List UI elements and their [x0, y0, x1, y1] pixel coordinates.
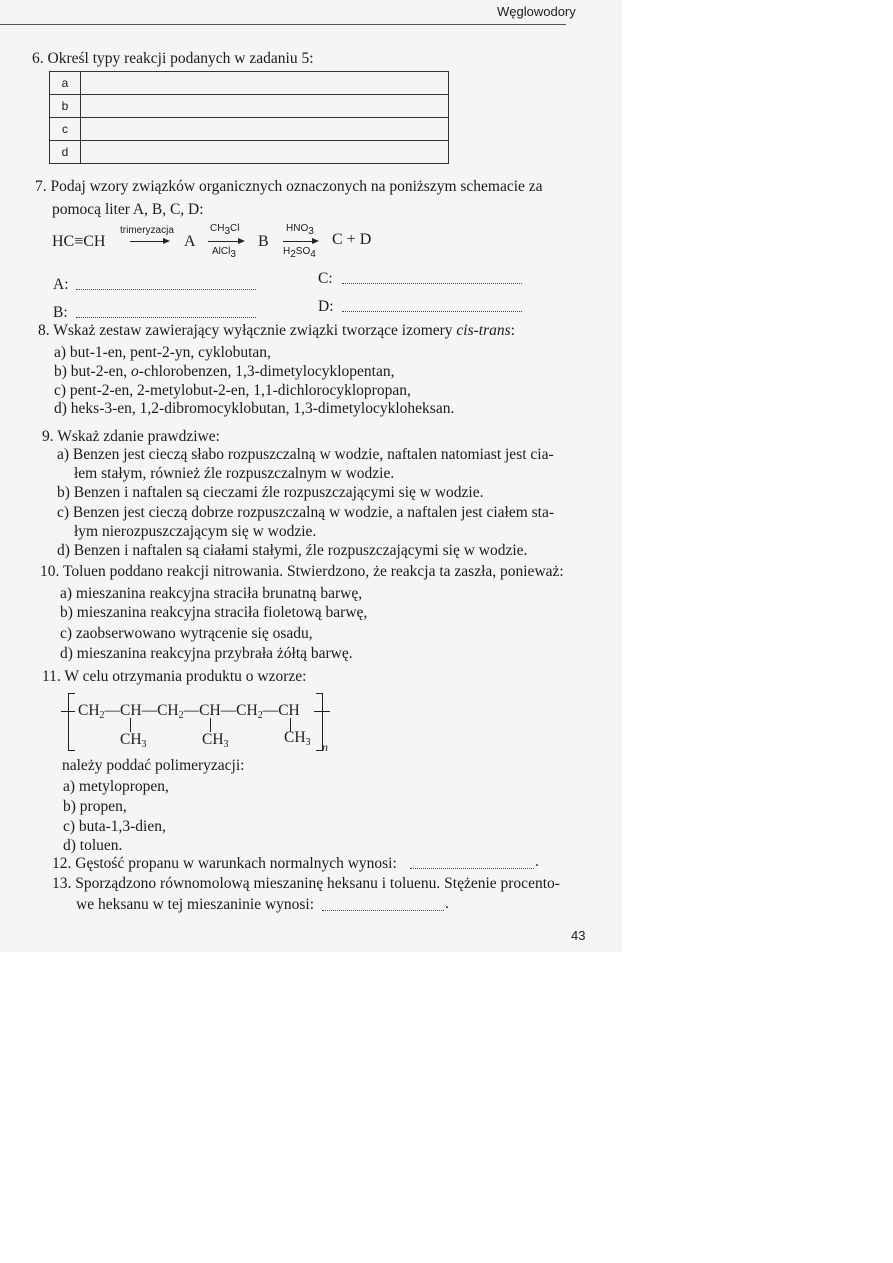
option-8b-italic: o	[131, 363, 139, 380]
answer-cell-a[interactable]	[81, 72, 449, 95]
answer-line-D[interactable]	[342, 294, 522, 312]
question-8-italic: cis-trans	[456, 322, 511, 339]
header-divider	[0, 24, 566, 25]
row-label-d: d	[50, 141, 81, 164]
question-8-text	[38, 322, 515, 340]
table-row	[50, 95, 449, 118]
answer-line-13[interactable]	[322, 893, 444, 911]
table-row	[50, 72, 449, 95]
question-12-text: 12. Gęstość propanu w warunkach normalnych wynosi:	[52, 855, 397, 872]
question-10-text: 10. Toluen poddano reakcji nitrowania. Stwierdzono, że reakcja ta zaszła, ponieważ:	[40, 563, 564, 580]
option-9c-line-2[interactable]: łym nierozpuszczającym się w wodzie.	[74, 523, 317, 540]
answer-label-A: A:	[53, 276, 69, 293]
question-7-line-1: 7. Podaj wzory związków organicznych oznaczonych na poniższym schemacie za	[35, 178, 543, 195]
left-bracket	[68, 693, 75, 751]
bond-vertical-1	[130, 718, 131, 732]
reaction-arrow-1	[130, 241, 168, 242]
question-12-period: .	[535, 853, 539, 870]
reaction-start-acetylene: HC≡CH	[52, 233, 106, 250]
answer-label-D: D:	[318, 298, 334, 315]
option-8b[interactable]	[54, 363, 394, 381]
question-8-suffix: :	[510, 322, 515, 339]
answer-line-C[interactable]	[342, 266, 522, 284]
table-row	[50, 118, 449, 141]
question-13-period: .	[445, 895, 449, 912]
option-8b-prefix: b) but-2-en,	[54, 363, 128, 380]
row-label-b: b	[50, 95, 81, 118]
reaction-label-trimerization: trimeryzacja	[120, 225, 174, 236]
question-6-answer-table	[49, 71, 449, 164]
answer-label-C: C:	[318, 270, 333, 287]
reaction-arrow-2	[208, 241, 243, 242]
bond-left	[61, 711, 75, 712]
answer-line-B[interactable]	[76, 300, 256, 318]
option-10d[interactable]: d) mieszanina reakcyjna przybrała żółtą barwę.	[60, 645, 353, 662]
page-number: 43	[571, 928, 586, 943]
option-10c[interactable]: c) zaobserwowano wytrącenie się osadu,	[60, 625, 313, 642]
option-8b-suffix: -chlorobenzen, 1,3-dimetylocyklopentan,	[138, 363, 395, 380]
table-row	[50, 141, 449, 164]
option-9c-line-1[interactable]: c) Benzen jest cieczą dobrze rozpuszczalną w wodzie, a naftalen jest ciałem sta-	[57, 504, 555, 521]
bond-vertical-2	[210, 718, 211, 732]
row-label-a: a	[50, 72, 81, 95]
option-11a[interactable]: a) metylopropen,	[63, 778, 169, 795]
answer-cell-c[interactable]	[81, 118, 449, 141]
compound-B: B	[258, 233, 269, 250]
option-9d[interactable]: d) Benzen i naftalen są ciałami stałymi, źle rozpuszczającymi się w wodzie.	[57, 542, 528, 559]
reagent-hno3: HNO3	[286, 223, 314, 237]
row-label-c: c	[50, 118, 81, 141]
question-7-line-2: pomocą liter A, B, C, D:	[52, 201, 204, 218]
reaction-arrow-3	[283, 241, 317, 242]
answer-cell-b[interactable]	[81, 95, 449, 118]
option-8a[interactable]: a) but-1-en, pent-2-yn, cyklobutan,	[54, 344, 271, 361]
option-9b[interactable]: b) Benzen i naftalen są cieczami źle rozpuszczającymi się w wodzie.	[57, 484, 484, 501]
section-title: Węglowodory	[497, 4, 576, 19]
compound-A: A	[184, 233, 196, 250]
question-13-line-1: 13. Sporządzono równomolową mieszaninę heksanu i toluenu. Stężenie procento-	[52, 875, 560, 892]
polymer-chain: $CH_2—CH—CH_2—CH—CH_2—CH$	[78, 702, 300, 721]
option-11d[interactable]: d) toluen.	[63, 837, 123, 854]
option-8d[interactable]: d) heks-3-en, 1,2-dibromocyklobutan, 1,3-dimetylocykloheksan.	[54, 400, 455, 417]
catalyst-alcl3: AlCl3	[212, 246, 236, 260]
option-10a[interactable]: a) mieszanina reakcyjna straciła brunatną barwę,	[60, 585, 363, 602]
substituent-ch3-1: $CH_3$	[120, 731, 147, 750]
products-C-D: C + D	[332, 231, 372, 248]
option-9a-line-1[interactable]: a) Benzen jest cieczą słabo rozpuszczalną w wodzie, naftalen natomiast jest cia-	[57, 446, 554, 463]
option-10b[interactable]: b) mieszanina reakcyjna straciła fioletową barwę,	[60, 604, 368, 621]
question-13-line-2: we heksanu w tej mieszaninie wynosi:	[76, 896, 315, 913]
option-9a-line-2[interactable]: łem stałym, również źle rozpuszczalnym w wodzie.	[74, 465, 395, 482]
answer-line-12[interactable]	[410, 851, 534, 869]
answer-label-B: B:	[53, 304, 68, 321]
option-11c[interactable]: c) buta-1,3-dien,	[63, 818, 166, 835]
question-11-text: 11. W celu otrzymania produktu o wzorze:	[42, 668, 307, 685]
catalyst-h2so4: H2SO4	[283, 246, 316, 260]
answer-line-A[interactable]	[76, 272, 256, 290]
reagent-ch3cl: CH3Cl	[210, 223, 240, 237]
answer-cell-d[interactable]	[81, 141, 449, 164]
question-6-text: 6. Określ typy reakcji podanych w zadaniu 5:	[32, 50, 314, 67]
option-11b[interactable]: b) propen,	[63, 798, 127, 815]
repeat-index-n: n	[322, 740, 328, 754]
substituent-ch3-3: $CH_3$	[284, 729, 311, 748]
question-11-after-formula: należy poddać polimeryzacji:	[62, 757, 245, 774]
substituent-ch3-2: $CH_3$	[202, 731, 229, 750]
option-8c[interactable]: c) pent-2-en, 2-metylobut-2-en, 1,1-dichlorocyklopropan,	[54, 382, 411, 399]
question-8-prefix: 8. Wskaż zestaw zawierający wyłącznie związki tworzące izomery	[38, 322, 453, 339]
question-9-text: 9. Wskaż zdanie prawdziwe:	[42, 428, 220, 445]
